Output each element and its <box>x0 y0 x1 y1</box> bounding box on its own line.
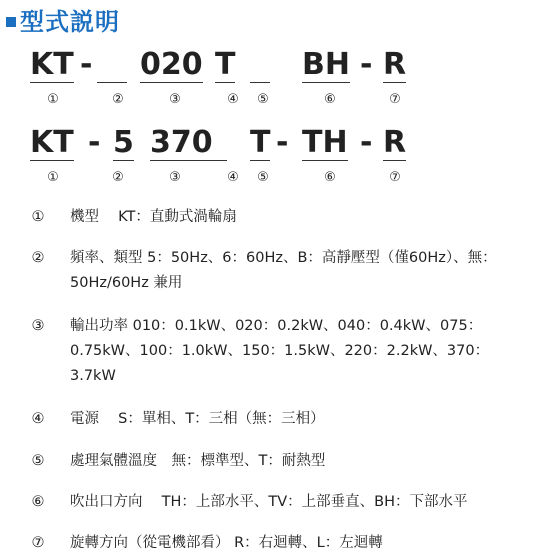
circle-number: ② <box>112 170 124 185</box>
legend-number: ① <box>31 209 45 225</box>
code-dash: - <box>88 125 101 160</box>
code-kt: KT <box>30 47 74 82</box>
code-power: 370 <box>150 128 227 161</box>
legend-number: ③ <box>31 318 45 334</box>
code-blank-frequency <box>97 50 127 83</box>
circle-number: ② <box>112 92 124 107</box>
circle-number: ⑥ <box>324 92 336 107</box>
title-square-icon <box>6 17 16 27</box>
circle-number: ⑦ <box>389 92 401 107</box>
legend-text: 吹出口方向 TH：上部水平、TV：上部垂直、BH：下部水平 <box>70 494 468 510</box>
legend-text: 輸出功率 010：0.1kW、020：0.2kW、040：0.4kW、075： <box>70 318 483 334</box>
code-temp: T <box>250 125 271 160</box>
section-title <box>6 4 120 34</box>
code-dash: - <box>360 125 373 160</box>
circle-number: ⑦ <box>389 170 401 185</box>
code-dash: - <box>360 47 373 82</box>
page-title: 型式説明 <box>20 7 120 36</box>
circle-number: ① <box>47 92 59 107</box>
legend-number: ⑤ <box>31 453 45 469</box>
legend-number: ② <box>31 250 45 266</box>
circle-number: ③ <box>169 170 181 185</box>
circle-number: ① <box>47 170 59 185</box>
legend-text: 0.75kW、100：1.0kW、150：1.5kW、220：2.2kW、370： <box>70 343 490 359</box>
legend-number: ⑦ <box>31 535 45 551</box>
circle-number: ④ <box>227 170 239 185</box>
circle-number: ⑤ <box>257 92 269 107</box>
code-dash: - <box>80 47 93 82</box>
legend-text: 電源 S：單相、T：三相（無：三相） <box>70 411 325 427</box>
code-dir: R <box>383 47 407 82</box>
legend-text: 旋轉方向（從電機部看） R：右迴轉、L：左迴轉 <box>70 535 383 551</box>
code-temp: T <box>215 47 236 82</box>
code-dash: - <box>276 125 289 160</box>
code-frequency: 5 <box>113 125 134 160</box>
legend-text: 50Hz/60Hz 兼用 <box>70 275 183 291</box>
code-outlet: BH <box>302 47 350 82</box>
legend-text: 頻率、類型 5：50Hz、6：60Hz、B：高靜壓型（僅60Hz）、無： <box>70 250 497 266</box>
legend-text: 機型 KT：直動式渦輪扇 <box>70 209 237 225</box>
circle-number: ④ <box>227 92 239 107</box>
circle-number: ⑥ <box>324 170 336 185</box>
code-blank-power-supply <box>250 50 270 83</box>
code-dir: R <box>383 125 407 160</box>
circle-number: ⑤ <box>257 170 269 185</box>
legend-number: ④ <box>31 411 45 427</box>
legend-number: ⑥ <box>31 494 45 510</box>
code-power: 020 <box>140 47 203 82</box>
code-outlet: TH <box>302 125 348 160</box>
circle-number: ③ <box>169 92 181 107</box>
code-kt: KT <box>30 125 74 160</box>
legend-text: 3.7kW <box>70 368 116 384</box>
legend-text: 處理氣體溫度 無：標準型、T：耐熱型 <box>70 453 326 469</box>
